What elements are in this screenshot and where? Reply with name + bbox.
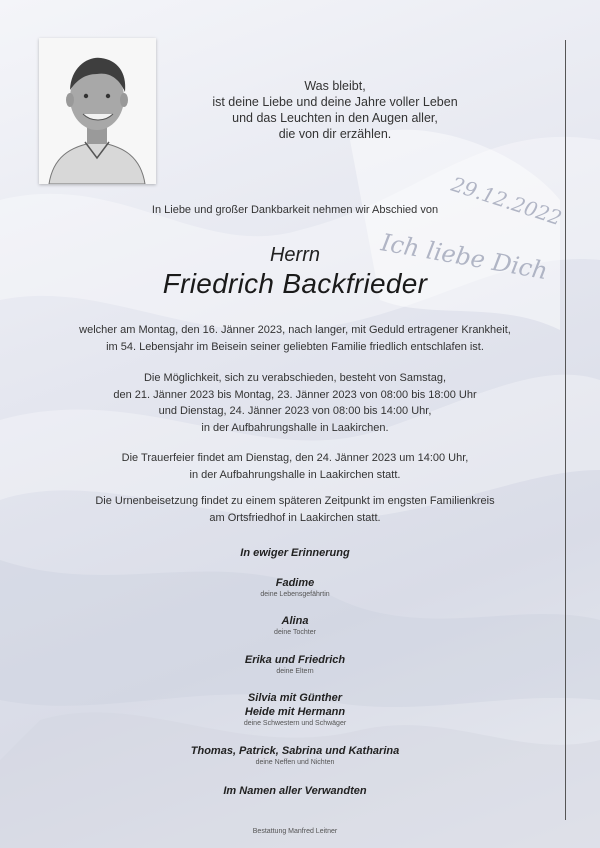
mourner-group: [60, 614, 530, 638]
inscription-message: Ich liebe Dich: [378, 228, 550, 286]
mourner-group: [60, 744, 530, 768]
verse-line: und das Leuchten in den Augen aller,: [232, 111, 438, 125]
deceased-name: Friedrich Backfrieder: [162, 268, 428, 299]
verse-line: Was bleibt,: [304, 79, 366, 93]
mourner-names: Fadime: [275, 577, 315, 589]
verse-line: ist deine Liebe und deine Jahre voller Leben: [212, 95, 458, 109]
closing-line: Im Namen aller Verwandten: [223, 785, 367, 797]
mourner-names: Alina: [281, 615, 309, 627]
mourner-relation: deine Lebensgefährtin: [260, 591, 330, 598]
mourner-relation: deine Eltern: [276, 668, 314, 675]
mourner-group: [60, 576, 530, 600]
death-notice-paragraph: welcher am Montag, den 16. Jänner 2023, nach langer, mit Geduld ertragener Krankheit, im 54. Lebensjahr im Beisein seiner geliebten Familie friedlich entschlafen ist.: [79, 324, 511, 353]
mourner-relation: deine Tochter: [274, 629, 316, 636]
mourner-relation: deine Schwestern und Schwäger: [243, 720, 347, 727]
burial-paragraph: Die Urnenbeisetzung findet zu einem späteren Zeitpunkt im engsten Familienkreis am Ortsfriedhof in Laakirchen statt.: [95, 495, 495, 524]
salutation: Herrn: [269, 244, 320, 266]
inscription-date: 29.12.2022: [448, 171, 565, 231]
farewell-intro: In Liebe und großer Dankbarkeit nehmen wir Abschied von: [151, 204, 439, 216]
viewing-paragraph: Die Möglichkeit, sich zu verabschieden, besteht von Samstag, den 21. Jänner 2023 bis Montag, 23. Jänner 2023 von 08:00 bis 18:00 Uhr und Dienstag, 24. Jänner 2023 von 08:00 bis 14:00 Uhr, in der Aufbahrungshalle in Laakirchen.: [113, 372, 477, 434]
portrait-photo: [39, 38, 156, 184]
mourner-group: [60, 653, 530, 677]
verse-line: die von dir erzählen.: [278, 127, 392, 141]
mourner-names: Thomas, Patrick, Sabrina und Katharina: [190, 745, 400, 757]
mourner-names: Silvia mit Günther: [247, 692, 343, 704]
mourner-relation: deine Neffen und Nichten: [255, 759, 335, 766]
ceremony-paragraph: Die Trauerfeier findet am Dienstag, den 24. Jänner 2023 um 14:00 Uhr, in der Aufbahrungshalle in Laakirchen statt.: [121, 452, 469, 481]
vertical-rule: [565, 40, 566, 820]
mourner-group: [60, 691, 530, 729]
mourner-names: Heide mit Hermann: [244, 706, 346, 718]
mourner-names: Erika und Friedrich: [244, 654, 346, 666]
memorial-heading: In ewiger Erinnerung: [240, 547, 350, 559]
memorial-verse: [190, 78, 480, 142]
funeral-home-credit: Bestattung Manfred Leitner: [252, 828, 338, 835]
